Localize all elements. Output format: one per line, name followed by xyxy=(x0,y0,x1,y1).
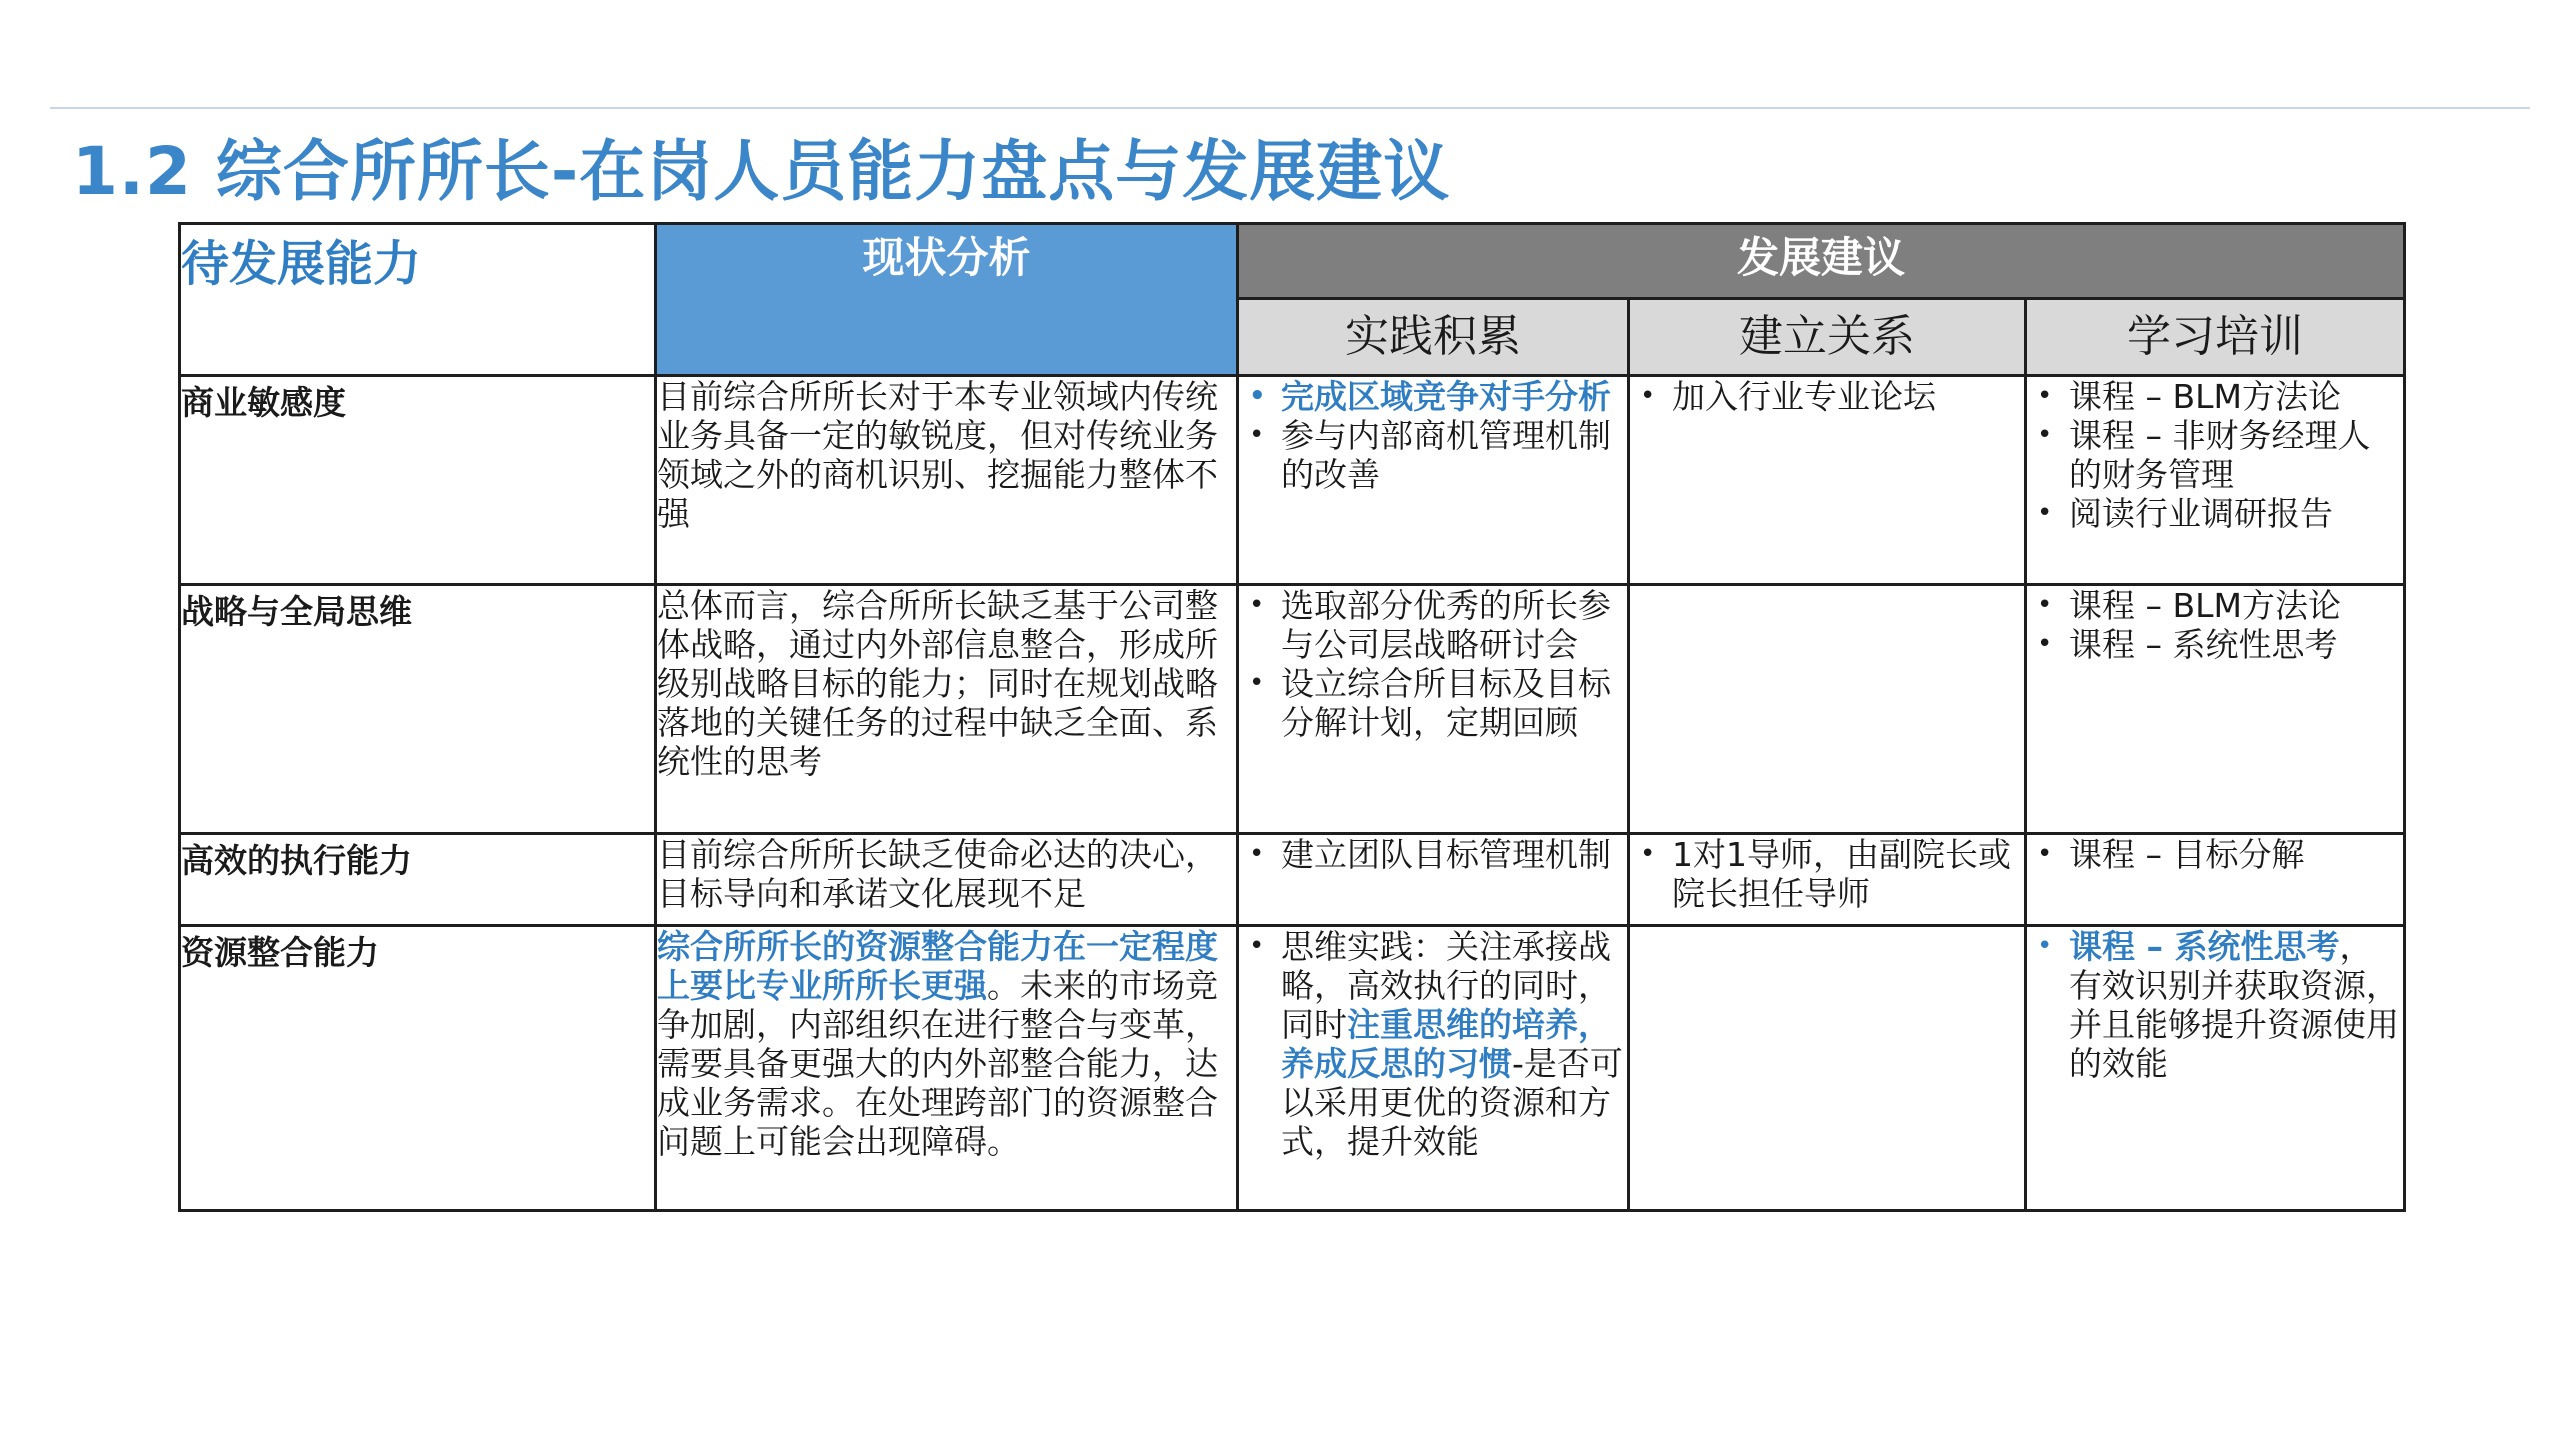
practice-item: • 完成区域竞争对手分析 xyxy=(1239,377,1627,416)
header-relations: 建立关系 xyxy=(1629,299,2026,376)
training-item xyxy=(2027,927,2403,1083)
status-cell xyxy=(656,926,1238,1211)
relations-cell xyxy=(1629,834,2026,926)
header-training: 学习培训 xyxy=(2026,299,2405,376)
status-highlight: 综合所所长的资源整合能力在一定程度上要比专业所所长更强 xyxy=(657,927,1218,1005)
relations-item: • 1对1导师，由副院长或院长担任导师 xyxy=(1630,835,2024,913)
training-cell xyxy=(2026,376,2405,585)
header-ability: 待发展能力 xyxy=(180,224,656,376)
header-development: 发展建议 xyxy=(1238,224,2405,299)
capability-table xyxy=(178,222,2406,1212)
practice-cell xyxy=(1238,926,1629,1211)
training-text: ，有效识别并获取资源，并且能够提升资源使用的效能 xyxy=(2069,927,2399,1083)
practice-highlight: 注重思维的培养，养成反思的习惯 xyxy=(1281,1005,1611,1083)
training-cell xyxy=(2026,585,2405,834)
table-row xyxy=(180,926,2405,1211)
practice-item: • 选取部分优秀的所长参与公司层战略研讨会 xyxy=(1239,586,1627,664)
relations-cell xyxy=(1629,585,2026,834)
status-cell: 总体而言，综合所所长缺乏基于公司整体战略，通过内外部信息整合，形成所级别战略目标的能力；同时在规划战略落地的关键任务的过程中缺乏全面、系统性的思考 xyxy=(656,585,1238,834)
practice-cell xyxy=(1238,834,1629,926)
training-item: • 课程 – BLM方法论 xyxy=(2027,586,2403,625)
header-divider xyxy=(50,107,2530,109)
ability-cell: 商业敏感度 xyxy=(180,376,656,585)
practice-cell xyxy=(1238,376,1629,585)
status-cell: 目前综合所所长对于本专业领域内传统业务具备一定的敏锐度，但对传统业务领域之外的商机识别、挖掘能力整体不强 xyxy=(656,376,1238,585)
table-row xyxy=(180,585,2405,834)
status-cell: 目前综合所所长缺乏使命必达的决心，目标导向和承诺文化展现不足 xyxy=(656,834,1238,926)
status-text: 。未来的市场竞争加剧，内部组织在进行整合与变革，需要具备更强大的内外部整合能力，达成业务需求。在处理跨部门的资源整合问题上可能会出现障碍。 xyxy=(657,966,1218,1161)
training-item: • 课程 – 系统性思考 xyxy=(2027,625,2403,664)
relations-cell xyxy=(1629,376,2026,585)
practice-item xyxy=(1239,927,1627,1161)
ability-cell: 战略与全局思维 xyxy=(180,585,656,834)
practice-item: • 设立综合所目标及目标分解计划，定期回顾 xyxy=(1239,664,1627,742)
training-cell xyxy=(2026,926,2405,1211)
practice-item: • 建立团队目标管理机制 xyxy=(1239,835,1627,874)
training-item: • 阅读行业调研报告 xyxy=(2027,494,2403,533)
training-item: • 课程 – BLM方法论 xyxy=(2027,377,2403,416)
practice-text: -是否可以采用更优的资源和方式，提升效能 xyxy=(1281,1044,1623,1161)
ability-cell: 资源整合能力 xyxy=(180,926,656,1211)
relations-cell xyxy=(1629,926,2026,1211)
practice-text: 思维实践：关注承接战略，高效执行的同时，同时 xyxy=(1281,927,1611,1044)
practice-cell xyxy=(1238,585,1629,834)
training-cell xyxy=(2026,834,2405,926)
training-item: • 课程 – 非财务经理人的财务管理 xyxy=(2027,416,2403,494)
practice-item: • 参与内部商机管理机制的改善 xyxy=(1239,416,1627,494)
relations-item: • 加入行业专业论坛 xyxy=(1630,377,2024,416)
page-title: 1.2 综合所所长-在岗人员能力盘点与发展建议 xyxy=(72,133,1451,210)
header-status: 现状分析 xyxy=(656,224,1238,376)
header-practice: 实践积累 xyxy=(1238,299,1629,376)
training-item: • 课程 – 目标分解 xyxy=(2027,835,2403,874)
table-row xyxy=(180,834,2405,926)
training-highlight: 课程 – 系统性思考 xyxy=(2069,927,2340,966)
ability-cell: 高效的执行能力 xyxy=(180,834,656,926)
table-row xyxy=(180,376,2405,585)
